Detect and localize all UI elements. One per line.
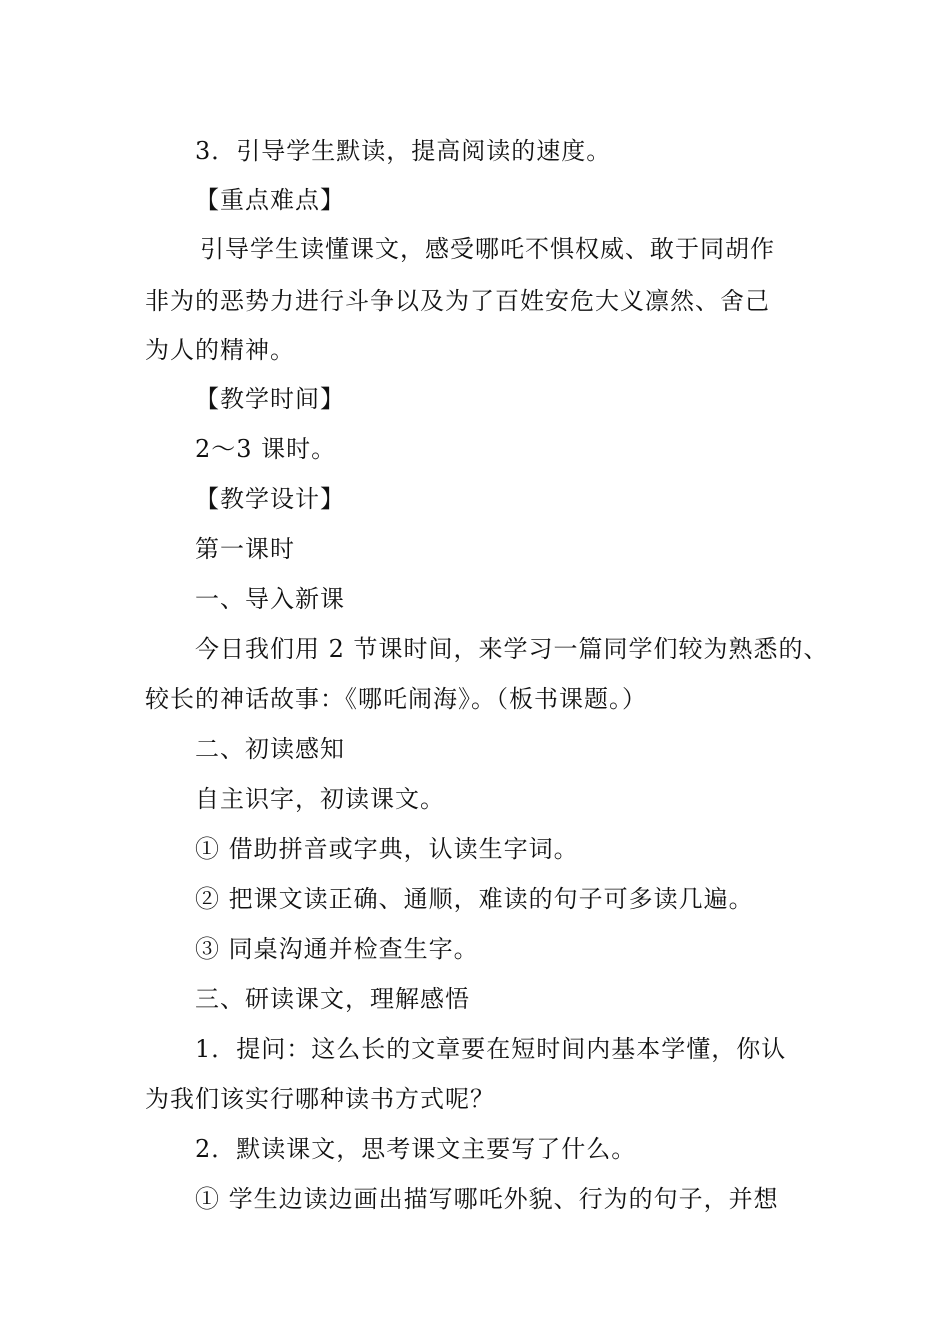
- text-line: 三、研读课文，理解感悟: [195, 985, 470, 1013]
- text-line: 为人的精神。: [145, 336, 295, 364]
- text-line: 二、初读感知: [195, 735, 345, 763]
- text-line: 2～3 课时。: [195, 435, 337, 463]
- list-item: ① 借助拼音或字典，认读生字词。: [195, 835, 579, 863]
- list-item: ③ 同桌沟通并检查生字。: [195, 935, 479, 963]
- text-line: 自主识字，初读课文。: [195, 785, 445, 813]
- text-line: 今日我们用 2 节课时间，来学习一篇同学们较为熟悉的、: [195, 635, 829, 663]
- section-heading: 【教学时间】: [195, 385, 345, 413]
- text-line: 一、导入新课: [195, 585, 345, 613]
- section-heading: 【教学设计】: [195, 485, 345, 513]
- section-heading: 【重点难点】: [195, 186, 345, 214]
- text-line: 非为的恶势力进行斗争以及为了百姓安危大义凛然、舍己: [145, 287, 770, 315]
- text-line: 1．提问：这么长的文章要在短时间内基本学懂，你认: [195, 1035, 787, 1063]
- text-line: 引导学生读懂课文，感受哪吒不惧权威、敢于同胡作: [200, 235, 775, 263]
- list-item: ① 学生边读边画出描写哪吒外貌、行为的句子，并想: [195, 1185, 779, 1213]
- list-item: ② 把课文读正确、通顺，难读的句子可多读几遍。: [195, 885, 754, 913]
- text-line: 为我们该实行哪种读书方式呢？: [145, 1085, 495, 1113]
- text-line: 较长的神话故事：《哪吒闹海》。（板书课题。）: [145, 685, 647, 713]
- text-line: 第一课时: [195, 535, 295, 563]
- text-line: 3．引导学生默读，提高阅读的速度。: [195, 137, 612, 165]
- text-line: 2．默读课文，思考课文主要写了什么。: [195, 1135, 637, 1163]
